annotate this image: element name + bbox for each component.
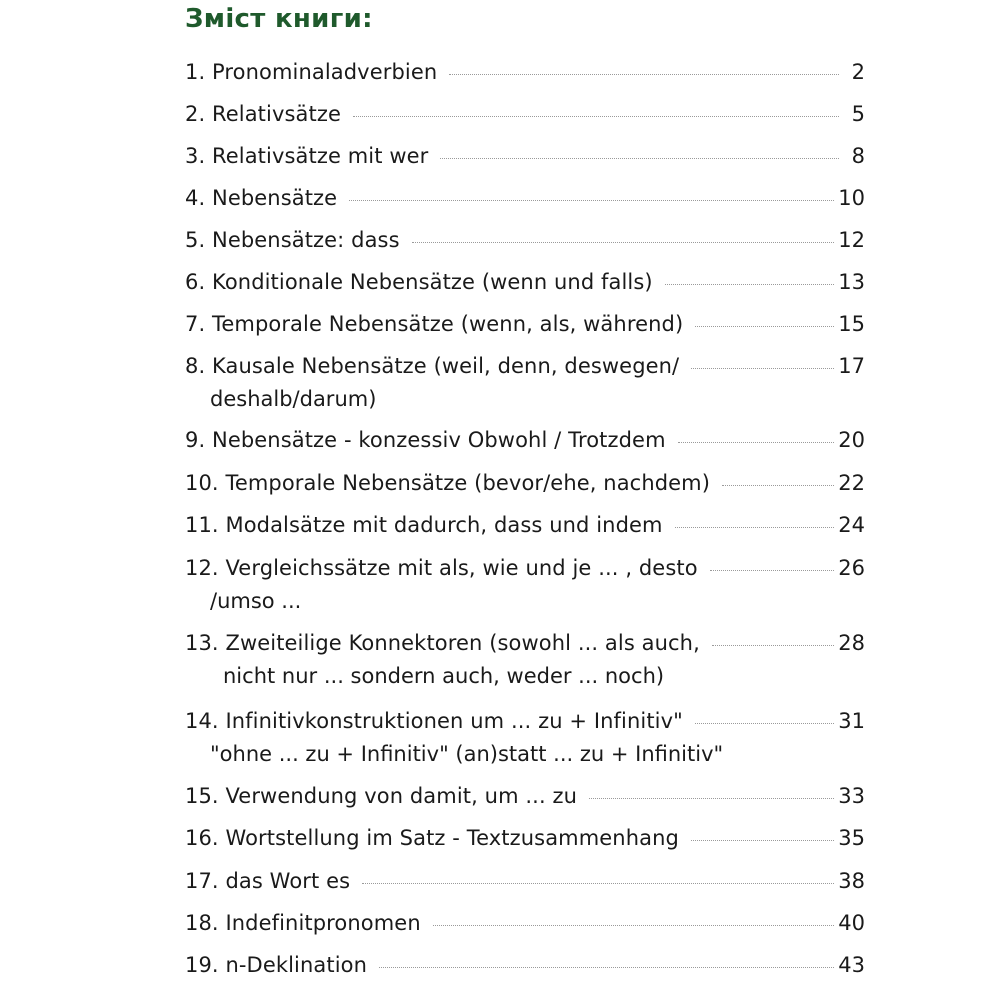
entry-title: 18. Indefinitpronomen [185, 911, 421, 935]
toc-entry[interactable] [185, 354, 865, 414]
dot-leader [353, 116, 839, 117]
dot-leader [665, 284, 835, 285]
entry-title: 17. das Wort es [185, 869, 351, 893]
entry-page-number: 20 [838, 428, 865, 452]
entry-page-number: 12 [838, 228, 865, 252]
dot-leader [362, 883, 834, 884]
entry-page-number: 8 [851, 144, 865, 168]
entry-page-number: 2 [851, 60, 865, 84]
dot-leader [691, 368, 834, 369]
entry-title: 15. Verwendung von damit, um ... zu [185, 784, 578, 808]
entry-title: 10. Temporale Nebensätze (bevor/ehe, nachdem) [185, 471, 711, 495]
entry-page-number: 26 [838, 556, 865, 580]
entry-page-number: 15 [838, 312, 865, 336]
entry-page-number: 28 [838, 631, 865, 655]
entry-page-number: 22 [838, 471, 865, 495]
toc-entry[interactable] [185, 312, 865, 342]
dot-leader [695, 326, 834, 327]
entry-page-number: 31 [838, 709, 865, 733]
toc-entry[interactable] [185, 60, 865, 90]
toc-entry[interactable] [185, 709, 865, 769]
entry-title: 19. n-Deklination [185, 953, 367, 977]
entry-title: 16. Wortstellung im Satz - Textzusammenhang [185, 826, 679, 850]
entry-title-continuation: /umso ... [210, 589, 302, 613]
entry-title: 11. Modalsätze mit dadurch, dass und indem [185, 513, 663, 537]
dot-leader [349, 200, 834, 201]
entry-title: 12. Vergleichssätze mit als, wie und je ... , desto [185, 556, 698, 580]
entry-page-number: 17 [838, 354, 865, 378]
toc-entry[interactable] [185, 471, 865, 501]
entry-title-continuation: nicht nur ... sondern auch, weder ... noch) [223, 664, 665, 688]
entry-page-number: 10 [838, 186, 865, 210]
entry-page-number: 43 [838, 953, 865, 977]
toc-entry[interactable] [185, 556, 865, 616]
entry-page-number: 33 [838, 784, 865, 808]
entry-title: 13. Zweiteilige Konnektoren (sowohl ... als auch, [185, 631, 700, 655]
toc-entry[interactable] [185, 228, 865, 258]
toc-entry[interactable] [185, 144, 865, 174]
dot-leader [691, 840, 834, 841]
dot-leader [710, 570, 835, 571]
entry-page-number: 40 [838, 911, 865, 935]
entry-title-continuation: deshalb/darum) [210, 387, 377, 411]
toc-entry[interactable] [185, 911, 865, 941]
entry-page-number: 13 [838, 270, 865, 294]
dot-leader [722, 485, 834, 486]
entry-title: 5. Nebensätze: dass [185, 228, 400, 252]
toc-entry[interactable] [185, 869, 865, 899]
dot-leader [379, 967, 834, 968]
toc-entry[interactable] [185, 826, 865, 856]
dot-leader [678, 442, 835, 443]
entry-title: 7. Temporale Nebensätze (wenn, als, während) [185, 312, 684, 336]
entry-title: 14. Infinitivkonstruktionen um ... zu + Infinitiv" [185, 709, 683, 733]
entry-title: 4. Nebensätze [185, 186, 338, 210]
entry-title: 9. Nebensätze - konzessiv Obwohl / Trotzdem [185, 428, 666, 452]
entry-page-number: 38 [838, 869, 865, 893]
entry-page-number: 35 [838, 826, 865, 850]
toc-entry[interactable] [185, 513, 865, 543]
dot-leader [412, 242, 835, 243]
dot-leader [695, 723, 834, 724]
dot-leader [712, 645, 834, 646]
entry-title: 1. Pronominaladverbien [185, 60, 438, 84]
entry-page-number: 24 [838, 513, 865, 537]
entry-title-continuation: "ohne ... zu + Infinitiv" (an)statt ... zu + Infinitiv" [210, 742, 724, 766]
entry-page-number: 5 [851, 102, 865, 126]
toc-entry[interactable] [185, 102, 865, 132]
toc-entry[interactable] [185, 428, 865, 458]
entry-title: 8. Kausale Nebensätze (weil, denn, deswegen/ [185, 354, 680, 378]
entry-title: 6. Konditionale Nebensätze (wenn und falls) [185, 270, 653, 294]
toc-entry[interactable] [185, 631, 865, 691]
dot-leader [440, 158, 839, 159]
entry-title: 3. Relativsätze mit wer [185, 144, 429, 168]
dot-leader [589, 798, 834, 799]
toc-entry[interactable] [185, 953, 865, 983]
toc-entry[interactable] [185, 784, 865, 814]
toc-entry[interactable] [185, 270, 865, 300]
dot-leader [449, 74, 839, 75]
dot-leader [675, 527, 835, 528]
toc-title: Зміст книги: [185, 4, 373, 34]
entry-title: 2. Relativsätze [185, 102, 341, 126]
dot-leader [433, 925, 835, 926]
toc-entry[interactable] [185, 186, 865, 216]
